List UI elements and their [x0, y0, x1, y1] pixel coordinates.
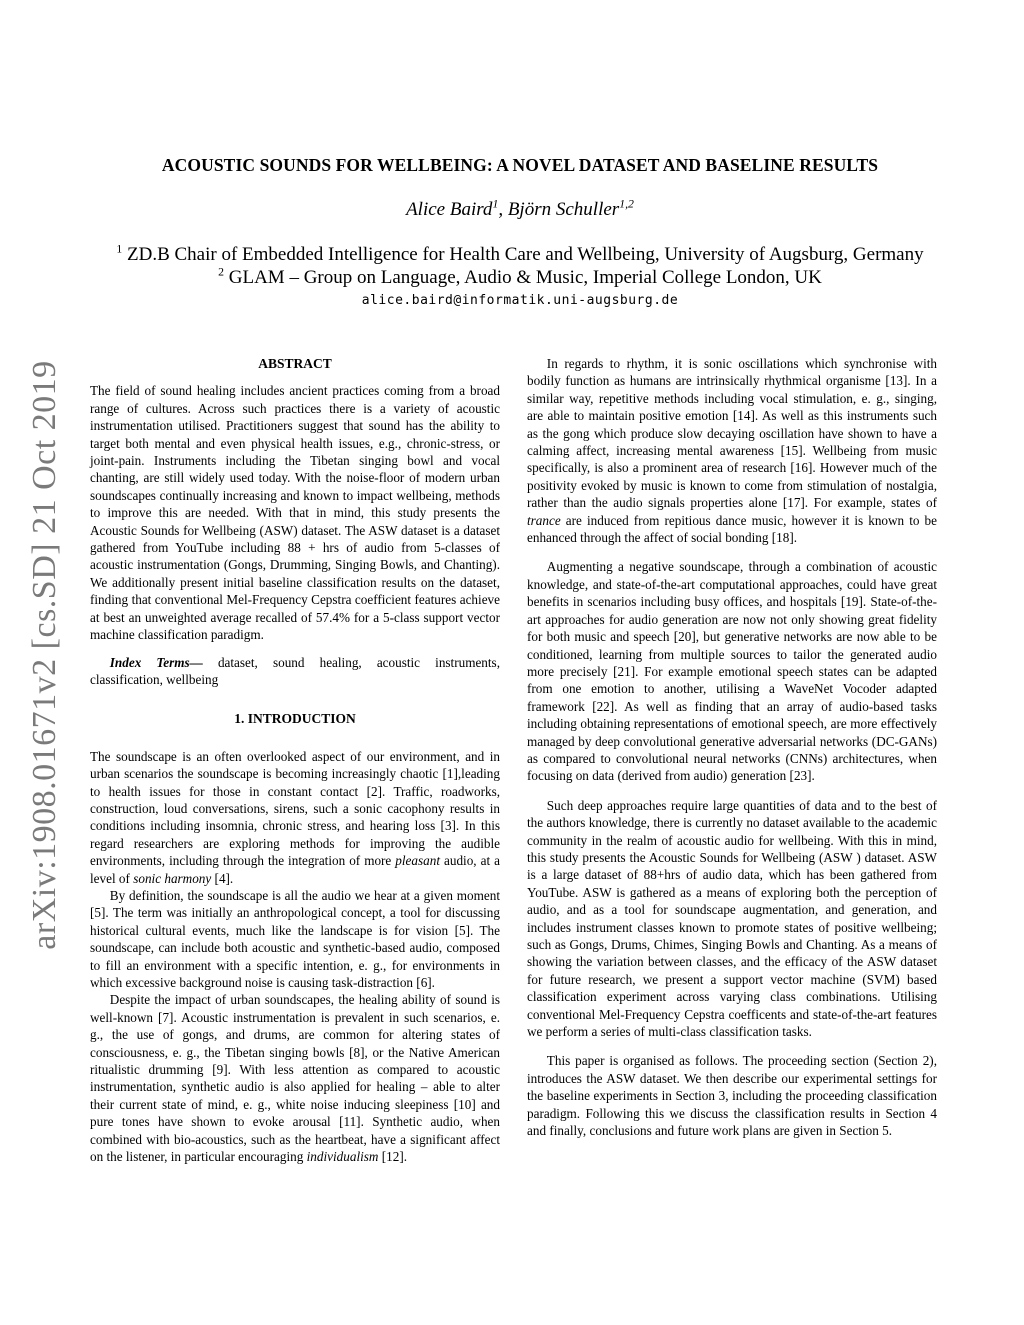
- arxiv-sidebar: [25, 360, 65, 950]
- affiliation-text: ZD.B Chair of Embedded Intelligence for Health Care and Wellbeing, University of Augsburg, Germany: [127, 244, 924, 265]
- index-terms-text: dataset, sound healing, acoustic instruments, classification, wellbeing: [90, 654, 500, 687]
- right-column: [527, 355, 937, 1139]
- right-paragraph-2: Augmenting a negative soundscape, through a combination of acoustic knowledge, and state-of-the-art computational approaches, could have great benefits in scenarios including busy offices, and hospitals [19]. State-of-the-art approaches for audio generation are now not only showing great fidelity for both music and speech [20], but generative networks are now able to be conditioned, learning from multiple sources to tailor the generated audio more precisely [21]. For example emotional speech states can be adapted from one emotion to another, utilising a WaveNet Vocoder adapted framework [22]. As well as finding that an array of audio-based tasks including obtaining representations of emotional speech, are more effectively managed by deep convolutional generative adversarial networks (DC-GANs) as compared to convolutional neural networks (CNNs) architectures, when focusing on data (derived from audio) generation [23].: [527, 559, 937, 784]
- index-terms-label: Index Terms—: [109, 654, 203, 670]
- affiliation-superscript: 2: [218, 265, 224, 279]
- paper-title: ACOUSTIC SOUNDS FOR WELLBEING: A NOVEL DATASET AND BASELINE RESULTS: [161, 155, 879, 175]
- abstract-text: The field of sound healing includes ancient practices coming from a broad range of cultures. Across such practices there is a variety of acoustic instrumentation utilised. Practitioners suggest that sound has the ability to target both mental and even physical health issues, e.g., chronic-stress, or joint-pain. Instruments including the Tibetan singing bowl and vocal chanting, are still widely used today. With the noise-floor of modern urban soundscapes continually increasing and known to impact wellbeing, methods to improve this are needed. With that in mind, this study presents the Acoustic Sounds for Wellbeing (ASW) dataset. The ASW dataset is a dataset gathered from YouTube including 88 + hrs of audio from 5-classes of acoustic instrumentation (Gongs, Drumming, Singing Bowls, and Chanting). We additionally present initial baseline classification results on the dataset, finding that conventional Mel-Frequency Cepstra coefficient features achieve at best an unweighted average recalled of 57.4% for a 5-class support vector machine classification paradigm.: [90, 383, 500, 643]
- arxiv-identifier: arXiv:1908.01671v2 [cs.SD] 21 Oct 2019: [26, 360, 63, 950]
- right-paragraph-1: In regards to rhythm, it is sonic oscillations which synchronise with bodily function as humans are intrinsically rhythmical organisme [13]. In a similar way, repetitive methods including vocal stimulation, e. g., singing, are able to maintain positive emotion [14]. As well as this instruments such as the gong which produce slow decaying oscillation have shown to have a calming affect, increasing mental awareness [15]. Wellbeing from music specifically, is also a prominent area of research [16]. However much of the positivity evoked by music is known to come from stimulation of nostalgia, rather than the audio signals properties alone [17]. For example, states of trance are induced from repitious dance music, however it is known to be enhanced through the affect of social bonding [18].: [527, 356, 937, 546]
- intro-paragraph-2: By definition, the soundscape is all the audio we hear at a given moment [5]. The term was initially an anthropological concept, a tool for discussing historical cultural events, much like the landscape is for vision [5]. The soundscape, can include both acoustic and synthetic-based audio, composed to fill an environment with a specific intention, e. g., for environments in which excessive background noise is causing task-distraction [6].: [90, 887, 500, 990]
- abstract-heading: ABSTRACT: [258, 356, 332, 371]
- affiliation-text: GLAM – Group on Language, Audio & Music, Imperial College London, UK: [228, 267, 822, 288]
- introduction-heading: 1. INTRODUCTION: [234, 711, 356, 727]
- author-name: Alice Baird: [406, 199, 493, 220]
- author-name: Björn Schuller: [507, 199, 620, 220]
- right-paragraph-3: Such deep approaches require large quantities of data and to the best of the authors knowledge, there is currently no dataset available to the academic community in the realm of acoustic audio for wellbeing. With this in mind, this study presents the Acoustic Sounds for Wellbeing (ASW ) dataset. ASW is a large dataset of 88+hrs of audio data, which has been gathered from YouTube. ASW is gathered as a means of exploring both the perception of audio, and as a tool for soundscape augmentation, and generation, and includes instrument classes known to promote states of positive wellbeing; such as Gongs, Drums, Chimes, Singing Bowls and Chanting. As a means of showing the variation between classes, and the efficacy of the ASW dataset for future research, we present a support vector machine (SVM) based classification experiment across varying class combinations. Utilising conventional Mel-Frequency Cepstra coefficents and state-of-the-art features we perform a series of multi-class classification tasks.: [527, 797, 937, 1040]
- left-column: [90, 355, 500, 1165]
- affiliation-superscript: 1: [116, 242, 123, 256]
- author-superscript: 1,2: [619, 197, 634, 211]
- intro-paragraph-1: The soundscape is an often overlooked aspect of our environment, and in urban scenarios the soundscape is becoming increasingly chaotic [1],leading to health issues for those in constant contact [2]. Traffic, roadworks, construction, loud conversations, sirens, such a sonic cacophony results in conditions including insomnia, chronic stress, and hearing loss [3]. In this regard researchers are exploring methods for improving the audible environments, including through the integration of more pleasant audio, at a level of sonic harmony [4].: [90, 748, 500, 886]
- author-list: Alice Baird$^1$, Björn Schuller$^{1,2}$: [406, 197, 634, 220]
- affiliation-1: [60, 244, 980, 266]
- author-email: alice.baird@informatik.uni-augsburg.de: [361, 293, 679, 308]
- right-paragraph-4: This paper is organised as follows. The proceeding section (Section 2), introduces the ASW dataset. We then describe our experimental settings for the baseline experiments in Section 3, including the proceeding classification paradigm. Following this we discuss the classification results in Section 4 and finally, conclusions and future work plans are given in Section 5.: [527, 1053, 937, 1139]
- intro-paragraph-3: Despite the impact of urban soundscapes, the healing ability of sound is well-known [7]. Acoustic instrumentation is prevalent in such scenarios, e. g., the use of gongs, and drums, are common for altering states of consciousness, e. g., the Tibetan singing bowls [8], or the Native American ritualistic drumming [9]. With less attention as compared to acoustic instrumentation, synthetic audio is also applied for healing – able to alter their current state of mind, e. g., white noise inducing sleepiness [10] and pure tones have shown to evoke arousal [11]. Synthetic audio, when combined with bio-acoustics, such as the heartbeat, have a significant affect on the listener, in particular encouraging individualism [12].: [90, 992, 500, 1165]
- affiliation-2: [60, 267, 980, 289]
- index-terms: [90, 654, 500, 689]
- author-superscript: 1: [492, 197, 499, 211]
